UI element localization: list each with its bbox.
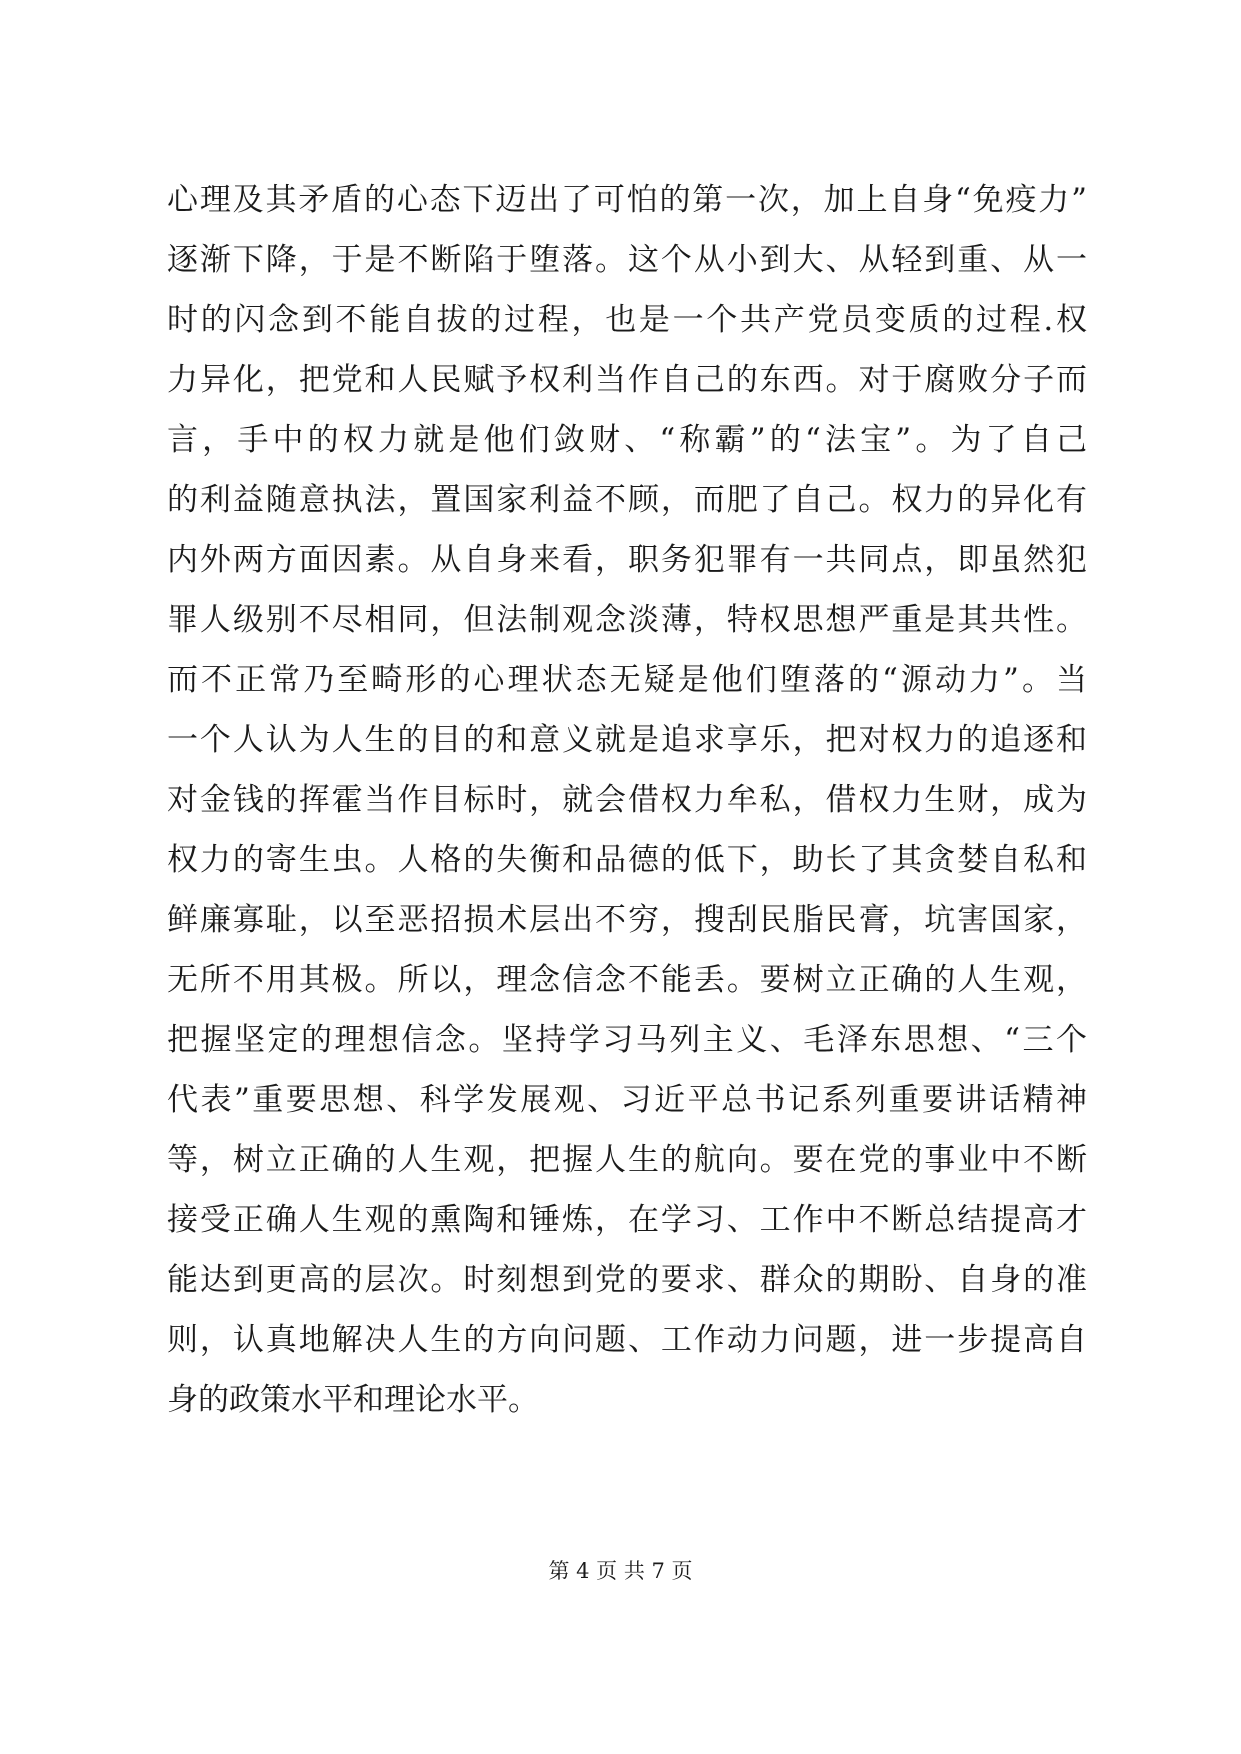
text-line: 对金钱的挥霍当作目标时，就会借权力牟私，借权力生财，成为	[167, 782, 1087, 818]
text-line: 能达到更高的层次。时刻想到党的要求、群众的期盼、自身的准	[167, 1262, 1087, 1298]
text-line: 而不正常乃至畸形的心理状态无疑是他们堕落的“源动力”。当	[167, 662, 1087, 698]
text-line: 接受正确人生观的熏陶和锤炼，在学习、工作中不断总结提高才	[167, 1202, 1087, 1238]
text-line: 罪人级别不尽相同，但法制观念淡薄，特权思想严重是其共性。	[167, 602, 1087, 638]
text-line: 心理及其矛盾的心态下迈出了可怕的第一次，加上自身“免疫力”	[167, 182, 1087, 218]
text-line: 内外两方面因素。从自身来看，职务犯罪有一共同点，即虽然犯	[167, 542, 1087, 578]
text-line: 无所不用其极。所以，理念信念不能丢。要树立正确的人生观，	[167, 962, 1087, 998]
text-line: 言，手中的权力就是他们敛财、“称霸”的“法宝”。为了自己	[167, 422, 1087, 458]
text-line: 代表”重要思想、科学发展观、习近平总书记系列重要讲话精神	[167, 1082, 1087, 1118]
text-line: 身的政策水平和理论水平。	[167, 1382, 539, 1418]
text-line: 鲜廉寡耻，以至恶招损术层出不穷，搜刮民脂民膏，坑害国家，	[167, 902, 1087, 938]
text-line: 权力的寄生虫。人格的失衡和品德的低下，助长了其贪婪自私和	[167, 842, 1087, 878]
text-line: 逐渐下降，于是不断陷于堕落。这个从小到大、从轻到重、从一	[167, 242, 1087, 278]
text-line: 时的闪念到不能自拔的过程，也是一个共产党员变质的过程.权	[167, 302, 1087, 338]
text-line: 把握坚定的理想信念。坚持学习马列主义、毛泽东思想、“三个	[167, 1022, 1087, 1058]
text-line: 的利益随意执法，置国家利益不顾，而肥了自己。权力的异化有	[167, 482, 1087, 518]
page-footer: 第 4 页 共 7 页	[548, 1559, 693, 1583]
body-text	[167, 170, 1087, 1430]
text-line: 力异化，把党和人民赋予权利当作自己的东西。对于腐败分子而	[167, 362, 1087, 398]
text-line: 则，认真地解决人生的方向问题、工作动力问题，进一步提高自	[167, 1322, 1087, 1358]
text-line: 等，树立正确的人生观，把握人生的航向。要在党的事业中不断	[167, 1142, 1087, 1178]
text-line: 一个人认为人生的目的和意义就是追求享乐，把对权力的追逐和	[167, 722, 1087, 758]
